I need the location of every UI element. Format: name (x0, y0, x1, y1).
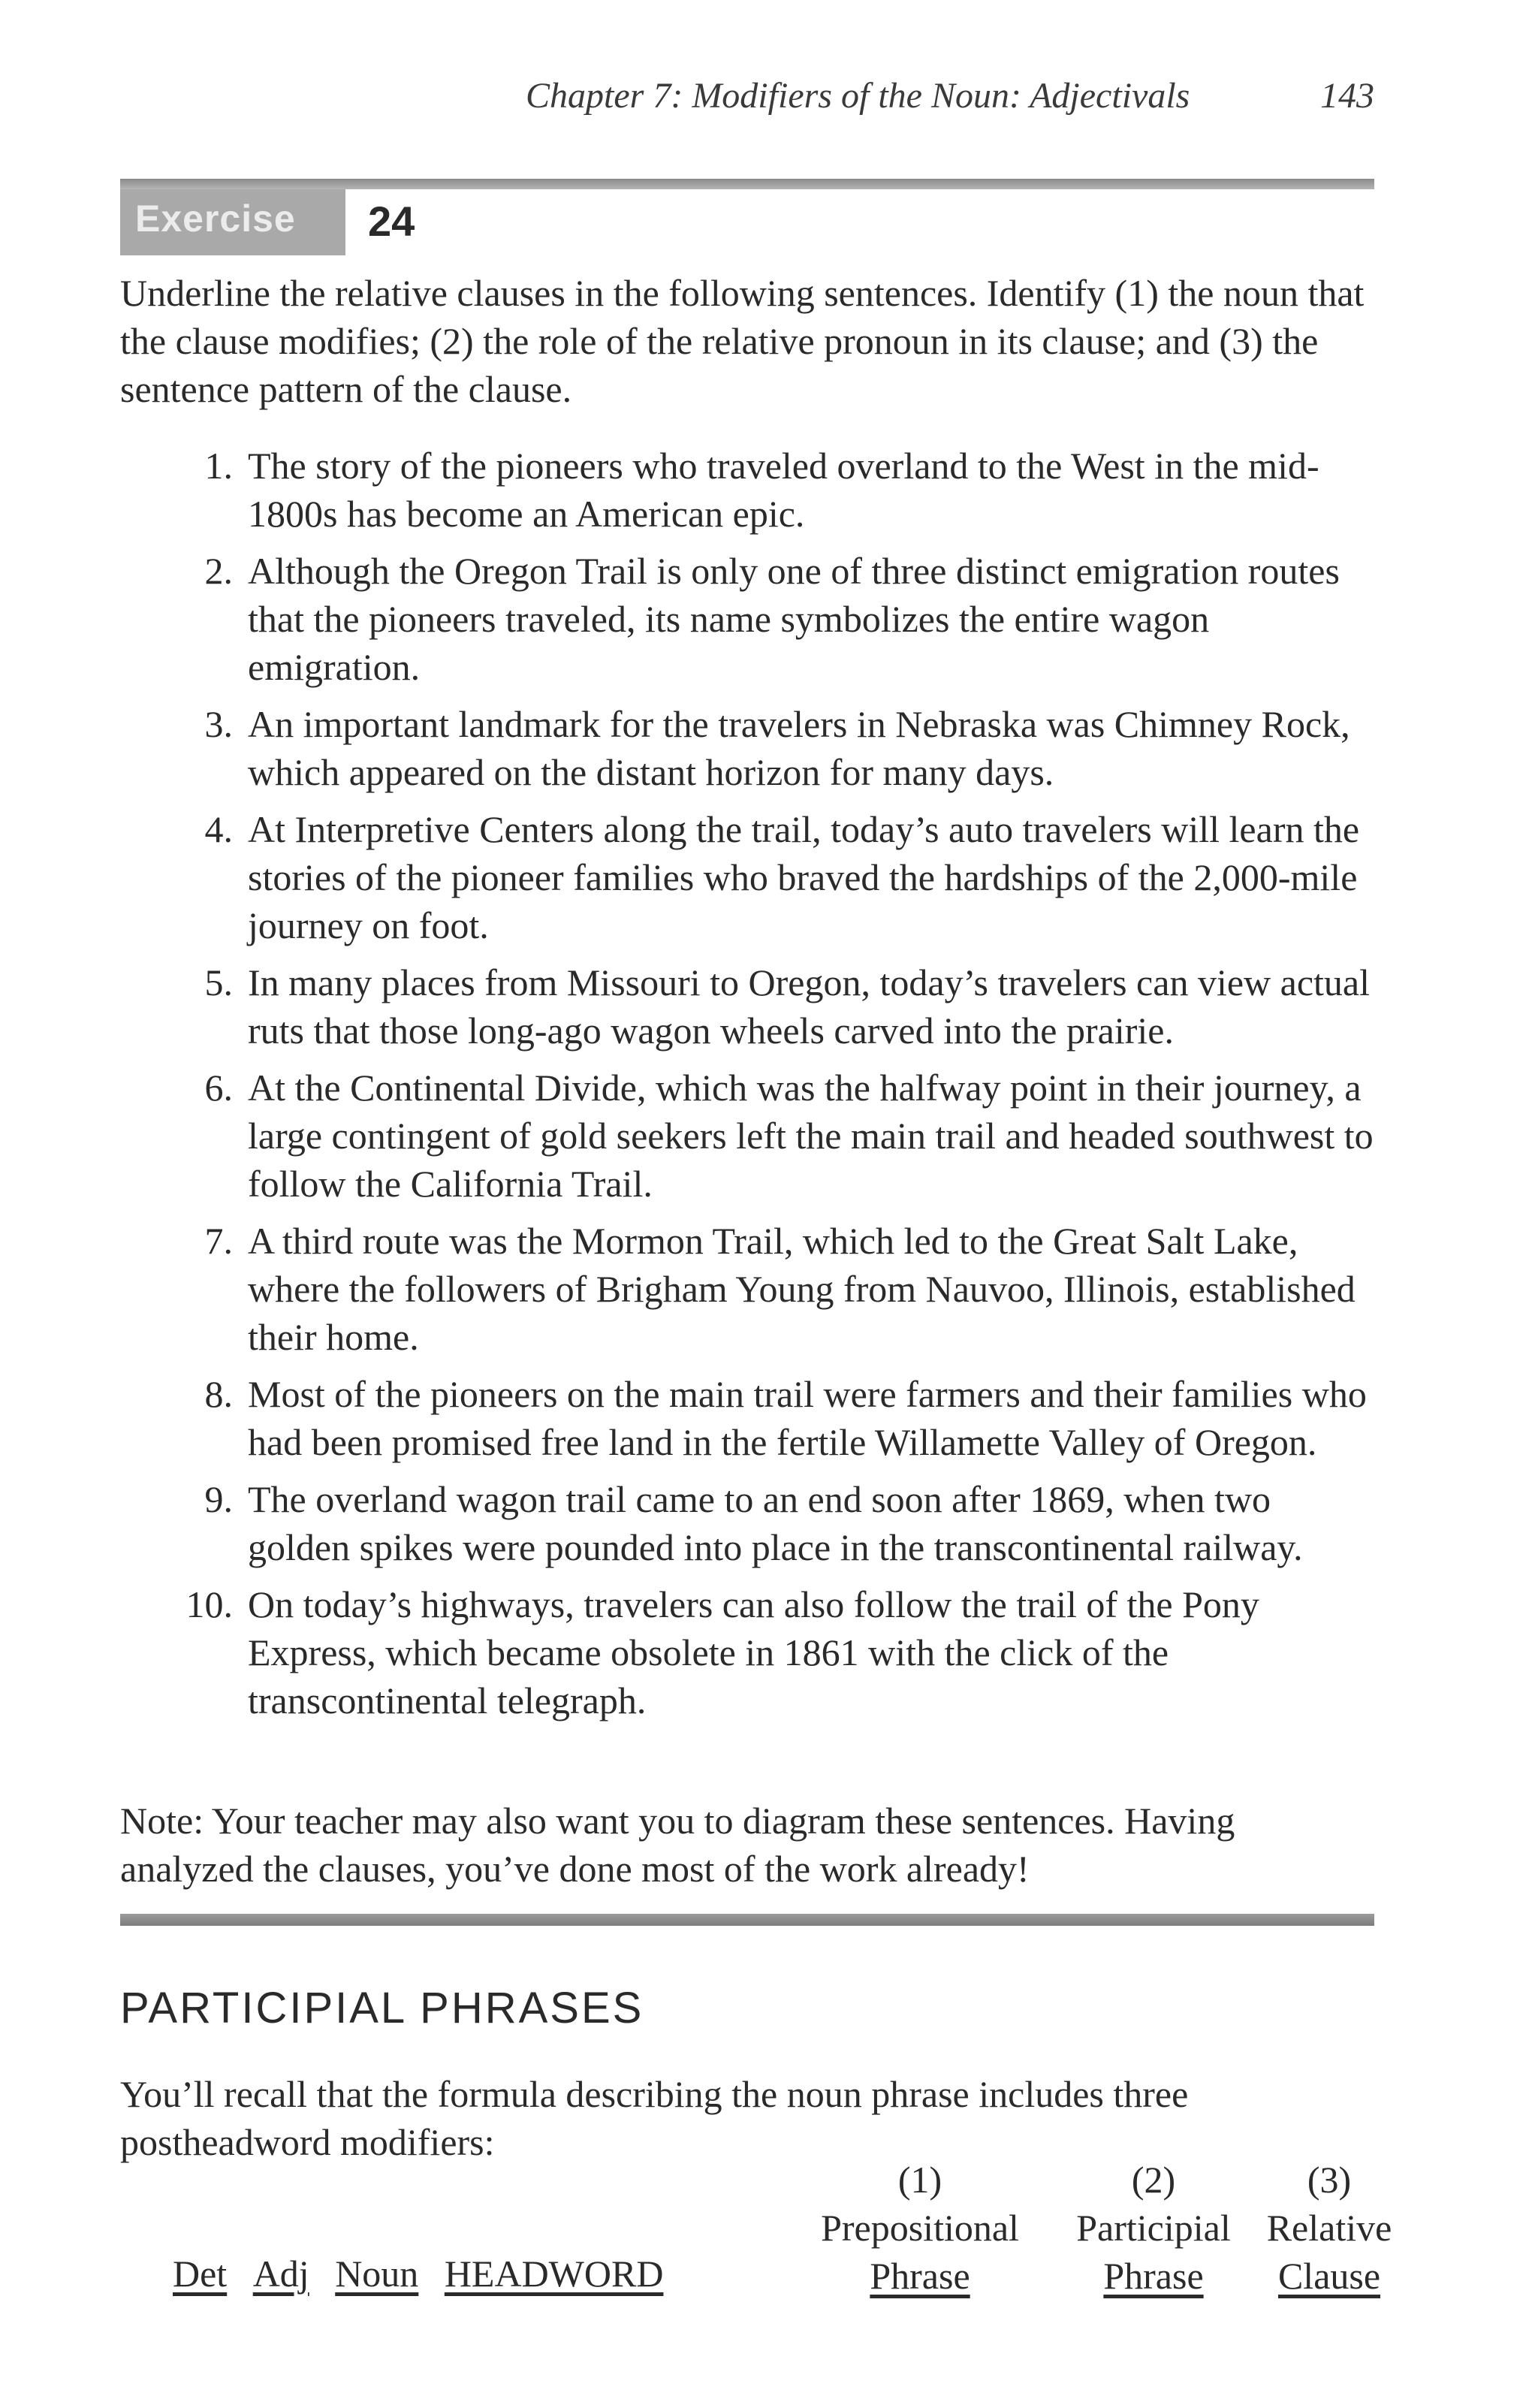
formula-det: Det (173, 2253, 228, 2295)
item-text: An important landmark for the travelers in Nebraska was Chimney Rock, which appeared on the distant horizon for many days. (248, 703, 1350, 793)
list-item (173, 1217, 1374, 1361)
formula-modifier-prepositional (796, 2156, 1044, 2300)
exercise-note: Note: Your teacher may also want you to diagram these sentences. Having analyzed the clauses, you’ve done most of the work already! (120, 1800, 1235, 1890)
list-item (173, 700, 1374, 796)
exercise-label: Exercise (135, 198, 296, 240)
exercise-header-rule (120, 179, 1374, 189)
item-text: A third route was the Mormon Trail, which led to the Great Salt Lake, where the followers of Brigham Young from Nauvoo, Illinois, established their home. (248, 1220, 1356, 1358)
page-number: 143 (1320, 76, 1374, 116)
formula-base (173, 2252, 663, 2295)
item-number: 2. (204, 550, 233, 592)
modifier-number: (2) (1131, 2159, 1176, 2201)
item-number: 10. (185, 1583, 233, 1625)
item-number: 7. (204, 1220, 233, 1262)
modifier-label: Prepositional (821, 2207, 1019, 2249)
modifier-label: Clause (1277, 2255, 1381, 2297)
formula-modifier-participial (1048, 2156, 1259, 2300)
exercise-instructions: Underline the relative clauses in the following sentences. Identify (1) the noun that the clause modifies; (2) the role of the relative pronoun in its clause; and (3) the sentence pattern of the clause. (120, 272, 1365, 410)
section-divider (120, 1914, 1374, 1926)
item-text: In many places from Missouri to Oregon, today’s travelers can view actual ruts that those long-ago wagon wheels carved into the prairie. (248, 961, 1370, 1052)
section-intro: You’ll recall that the formula describing the noun phrase includes three postheadword modifiers: (120, 2073, 1189, 2163)
modifier-label: Phrase (1103, 2255, 1204, 2297)
chapter-title: Chapter 7: Modifiers of the Noun: Adjectivals (526, 76, 1190, 116)
exercise-number: 24 (368, 198, 415, 245)
item-text: The story of the pioneers who traveled overland to the West in the mid-1800s has become an American epic. (248, 445, 1319, 535)
modifier-label: Phrase (870, 2255, 970, 2297)
list-item (173, 547, 1374, 691)
formula-noun: Noun (335, 2253, 419, 2295)
item-text: The overland wagon trail came to an end soon after 1869, when two golden spikes were pounded into place in the transcontinental railway. (248, 1478, 1303, 1568)
item-text: At the Continental Divide, which was the halfway point in their journey, a large contingent of gold seekers left the main trail and headed southwest to follow the California Trail. (248, 1067, 1374, 1205)
list-item (173, 1580, 1374, 1725)
item-number: 3. (204, 703, 233, 745)
formula-modifier-relative (1247, 2156, 1412, 2300)
formula-adj: Adj (252, 2253, 309, 2295)
list-item (173, 1475, 1374, 1571)
list-item (173, 1064, 1374, 1208)
exercise-sentence-list (173, 442, 1374, 1734)
item-number: 9. (204, 1478, 233, 1520)
list-item (173, 1370, 1374, 1466)
modifier-number: (1) (897, 2159, 942, 2201)
item-number: 6. (204, 1067, 233, 1109)
item-number: 4. (204, 808, 233, 850)
item-text: Most of the pioneers on the main trail were farmers and their families who had been promised free land in the fertile Willamette Valley of Oregon. (248, 1373, 1367, 1463)
modifier-label: Relative (1266, 2207, 1392, 2249)
item-number: 1. (204, 445, 233, 487)
modifier-label: Participial (1076, 2207, 1231, 2249)
section-heading: PARTICIPIAL PHRASES (120, 1984, 644, 2032)
noun-phrase-formula (120, 2156, 1392, 2321)
running-header (526, 75, 1374, 128)
formula-headword: HEADWORD (444, 2253, 664, 2295)
list-item (173, 958, 1374, 1055)
item-text: On today’s highways, travelers can also follow the trail of the Pony Express, which became obsolete in 1861 with the click of the transcontinental telegraph. (248, 1583, 1259, 1722)
list-item (173, 442, 1374, 538)
item-text: At Interpretive Centers along the trail, today’s auto travelers will learn the stories of the pioneer families who braved the hardships of the 2,000-mile journey on foot. (248, 808, 1360, 946)
list-item (173, 805, 1374, 949)
item-text: Although the Oregon Trail is only one of three distinct emigration routes that the pioneers traveled, its name symbolizes the entire wagon emigration. (248, 550, 1340, 688)
item-number: 5. (204, 961, 233, 1003)
item-number: 8. (204, 1373, 233, 1415)
modifier-number: (3) (1307, 2159, 1352, 2201)
